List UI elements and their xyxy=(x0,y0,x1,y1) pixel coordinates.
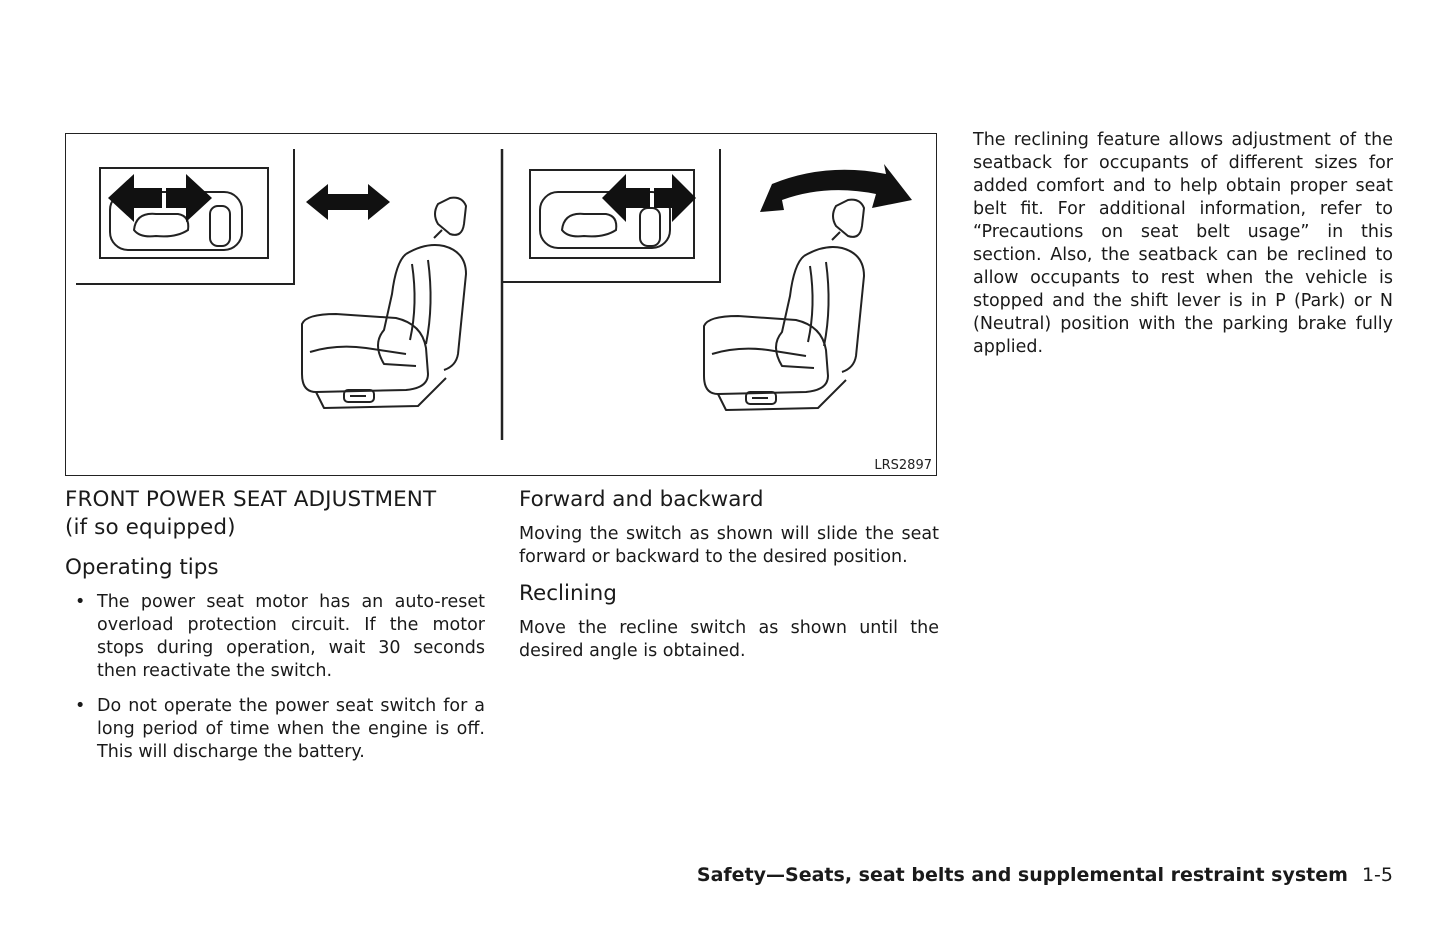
tip-text: Do not operate the power seat switch for a long period of time when the engine is off. This will discharge the battery. xyxy=(97,696,485,762)
list-item xyxy=(65,695,485,764)
page-footer xyxy=(697,862,1393,888)
bullet-icon: • xyxy=(75,696,86,716)
seat-recline-drawing xyxy=(704,200,864,410)
seat-illustration xyxy=(66,134,938,477)
chapter-title: Safety—Seats, seat belts and supplemental restraint system xyxy=(696,864,1348,886)
reclining-text: Move the recline switch as shown until the desired angle is obtained. xyxy=(519,618,939,661)
section-title-line2: (if so equipped) xyxy=(65,515,236,540)
slide-direction-arrow xyxy=(306,184,390,220)
recline-switch-arrow xyxy=(602,174,696,222)
recline-direction-arrow xyxy=(760,164,912,212)
section-title-line1: FRONT POWER SEAT ADJUSTMENT xyxy=(65,487,437,512)
middle-column xyxy=(519,486,939,674)
forward-backward-heading: Forward and backward xyxy=(519,487,764,512)
forward-backward-text: Moving the switch as shown will slide the seat forward or backward to the desired position. xyxy=(519,524,939,567)
reclining-feature-paragraph: The reclining feature allows adjustment of the seatback for occupants of different sizes for added comfort and to help obtain proper seat belt fit. For additional information, refer to “Precautions on seat belt usage” in this section. Also, the seatback can be reclined to allow occupants to rest when the vehicle is stopped and the shift lever is in P (Park) or N (Neutral) position with the parking brake fully applied. xyxy=(973,130,1393,357)
tip-text: The power seat motor has an auto-reset overload protection circuit. If the motor stops during operation, wait 30 seconds then reactivate the switch. xyxy=(97,592,485,681)
operating-tips-heading: Operating tips xyxy=(65,555,219,580)
seat-slide-drawing xyxy=(302,198,466,408)
right-column xyxy=(973,129,1393,370)
left-column xyxy=(65,486,485,776)
seat-adjustment-figure xyxy=(65,133,937,476)
page-number: 1-5 xyxy=(1361,864,1393,886)
list-item xyxy=(65,591,485,683)
section-title xyxy=(65,486,485,542)
reclining-heading: Reclining xyxy=(519,581,617,606)
recline-switch-inset xyxy=(502,149,720,282)
slide-switch-inset xyxy=(76,149,294,284)
figure-code: LRS2897 xyxy=(874,458,932,473)
tips-list xyxy=(65,591,485,764)
bullet-icon: • xyxy=(75,592,86,612)
